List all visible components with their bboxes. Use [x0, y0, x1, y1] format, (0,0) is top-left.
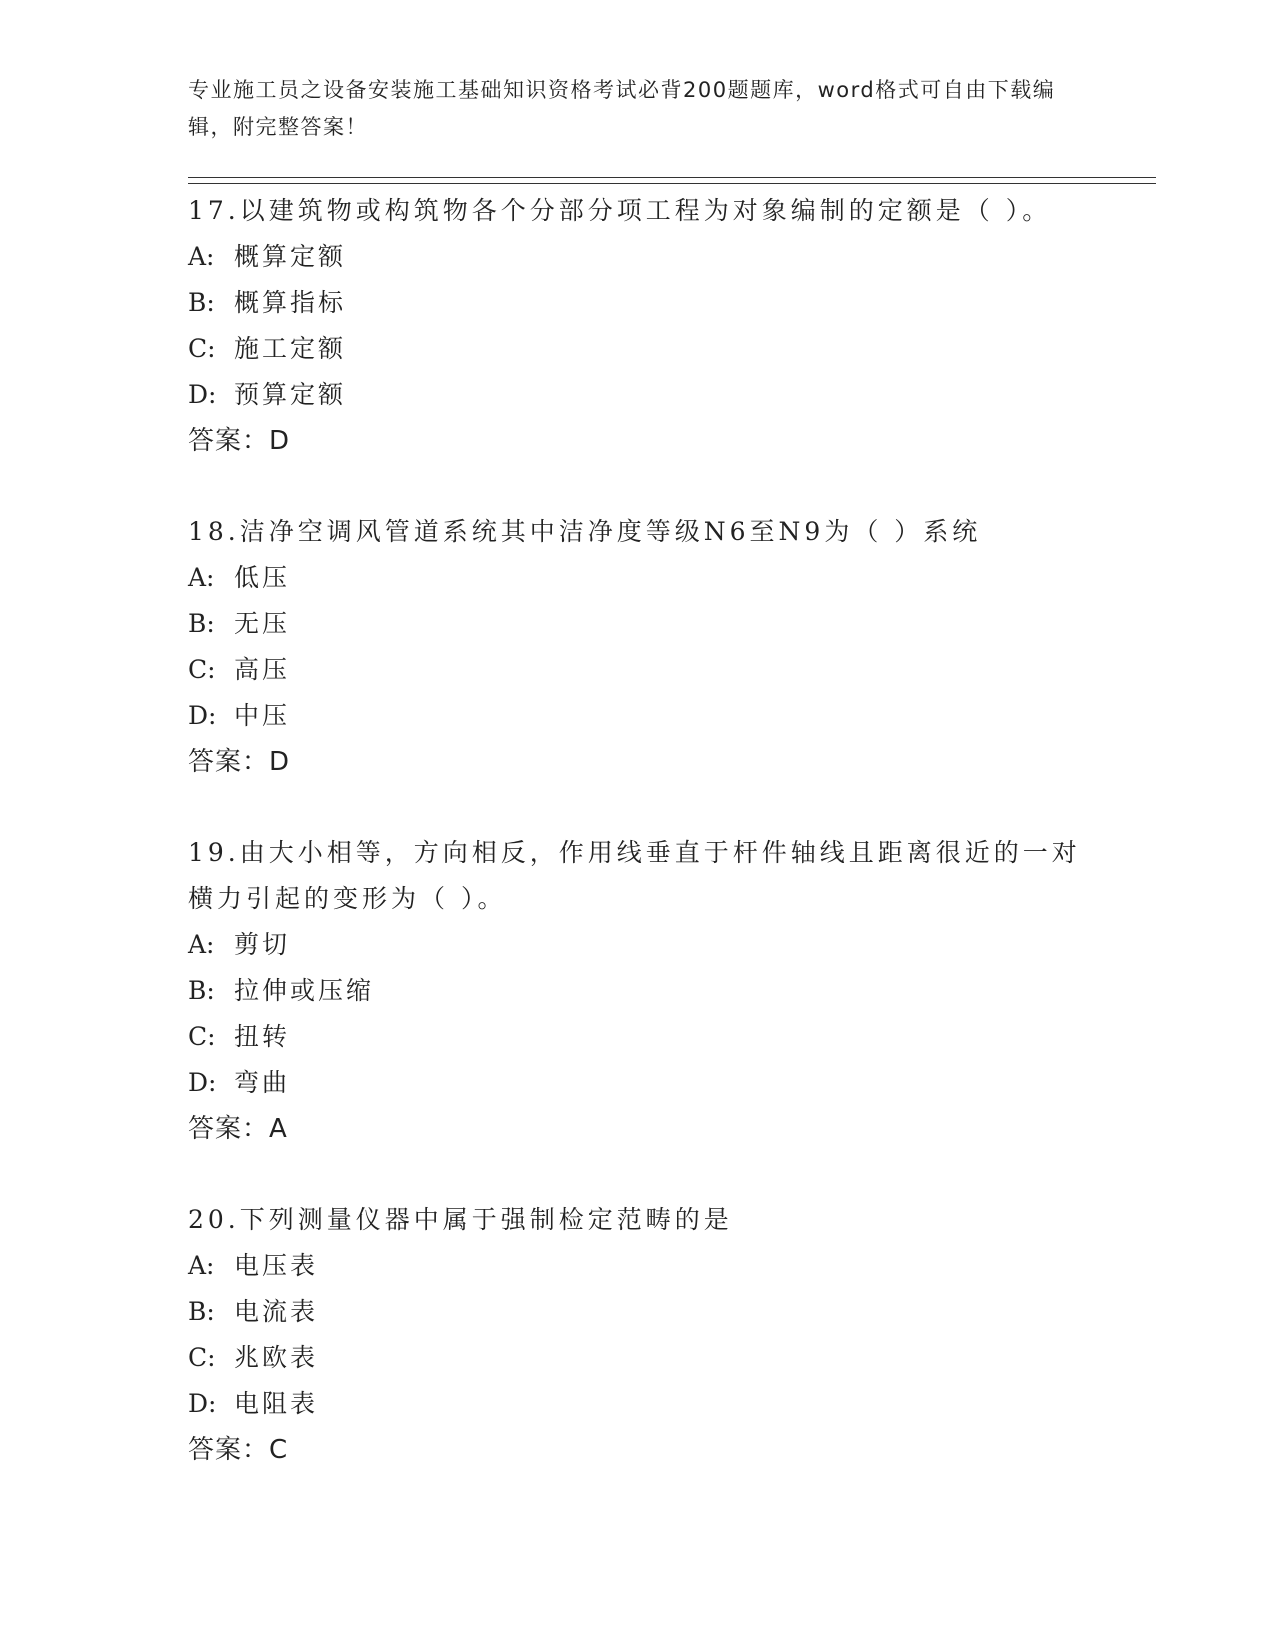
question-19 — [188, 830, 1088, 1152]
option-d — [188, 1060, 1088, 1106]
option-letter: B: — [188, 976, 215, 1005]
option-letter: C: — [188, 1343, 216, 1372]
option-c — [188, 1014, 1088, 1060]
question-20 — [188, 1197, 1088, 1473]
option-letter: C: — [188, 655, 216, 684]
option-text: 无压 — [234, 609, 291, 638]
option-d — [188, 372, 1088, 418]
option-letter: D: — [188, 1068, 217, 1097]
option-text: 剪切 — [234, 930, 291, 959]
option-text: 电压表 — [234, 1251, 319, 1280]
option-letter: B: — [188, 609, 215, 638]
question-stem: 20.下列测量仪器中属于强制检定范畴的是 — [188, 1205, 733, 1234]
option-c — [188, 647, 1088, 693]
answer-line: 答案：D — [188, 426, 291, 456]
option-text: 预算定额 — [234, 380, 347, 409]
option-letter: C: — [188, 334, 216, 363]
question-stem: 19.由大小相等，方向相反，作用线垂直于杆件轴线且距离很近的一对横力引起的变形为（ ）。 — [188, 838, 1081, 913]
option-letter: C: — [188, 1022, 216, 1051]
option-a — [188, 1243, 1088, 1289]
option-letter: A: — [188, 563, 215, 592]
option-letter: B: — [188, 1297, 215, 1326]
question-17 — [188, 188, 1088, 464]
option-a — [188, 234, 1088, 280]
option-letter: A: — [188, 242, 215, 271]
option-text: 电流表 — [234, 1297, 319, 1326]
option-text: 兆欧表 — [234, 1343, 319, 1372]
header-divider-bottom — [188, 183, 1156, 184]
option-text: 高压 — [234, 655, 291, 684]
option-c — [188, 326, 1088, 372]
option-text: 概算定额 — [234, 242, 347, 271]
option-letter: B: — [188, 288, 215, 317]
option-b — [188, 280, 1088, 326]
answer-line: 答案：A — [188, 1114, 288, 1144]
option-c — [188, 1335, 1088, 1381]
option-text: 概算指标 — [234, 288, 347, 317]
question-stem: 17.以建筑物或构筑物各个分部分项工程为对象编制的定额是（ ）。 — [188, 196, 1052, 225]
answer-line: 答案：D — [188, 747, 291, 777]
option-b — [188, 601, 1088, 647]
option-letter: D: — [188, 701, 217, 730]
option-text: 电阻表 — [234, 1389, 319, 1418]
option-letter: D: — [188, 1389, 217, 1418]
answer-line: 答案：C — [188, 1435, 289, 1465]
option-b — [188, 968, 1088, 1014]
option-d — [188, 1381, 1088, 1427]
option-d — [188, 693, 1088, 739]
option-letter: D: — [188, 380, 217, 409]
option-text: 低压 — [234, 563, 291, 592]
question-18 — [188, 509, 1088, 785]
option-text: 施工定额 — [234, 334, 347, 363]
option-text: 中压 — [234, 701, 291, 730]
document-intro: 专业施工员之设备安装施工基础知识资格考试必背200题题库，word格式可自由下载编辑，附完整答案！ — [188, 78, 1056, 139]
option-text: 扭转 — [234, 1022, 291, 1051]
header-divider-top — [188, 177, 1156, 178]
option-letter: A: — [188, 1251, 215, 1280]
option-text: 拉伸或压缩 — [234, 976, 375, 1005]
option-text: 弯曲 — [234, 1068, 291, 1097]
question-stem: 18.洁净空调风管道系统其中洁净度等级N6至N9为（ ）系统 — [188, 517, 982, 546]
option-letter: A: — [188, 930, 215, 959]
option-b — [188, 1289, 1088, 1335]
option-a — [188, 922, 1088, 968]
option-a — [188, 555, 1088, 601]
